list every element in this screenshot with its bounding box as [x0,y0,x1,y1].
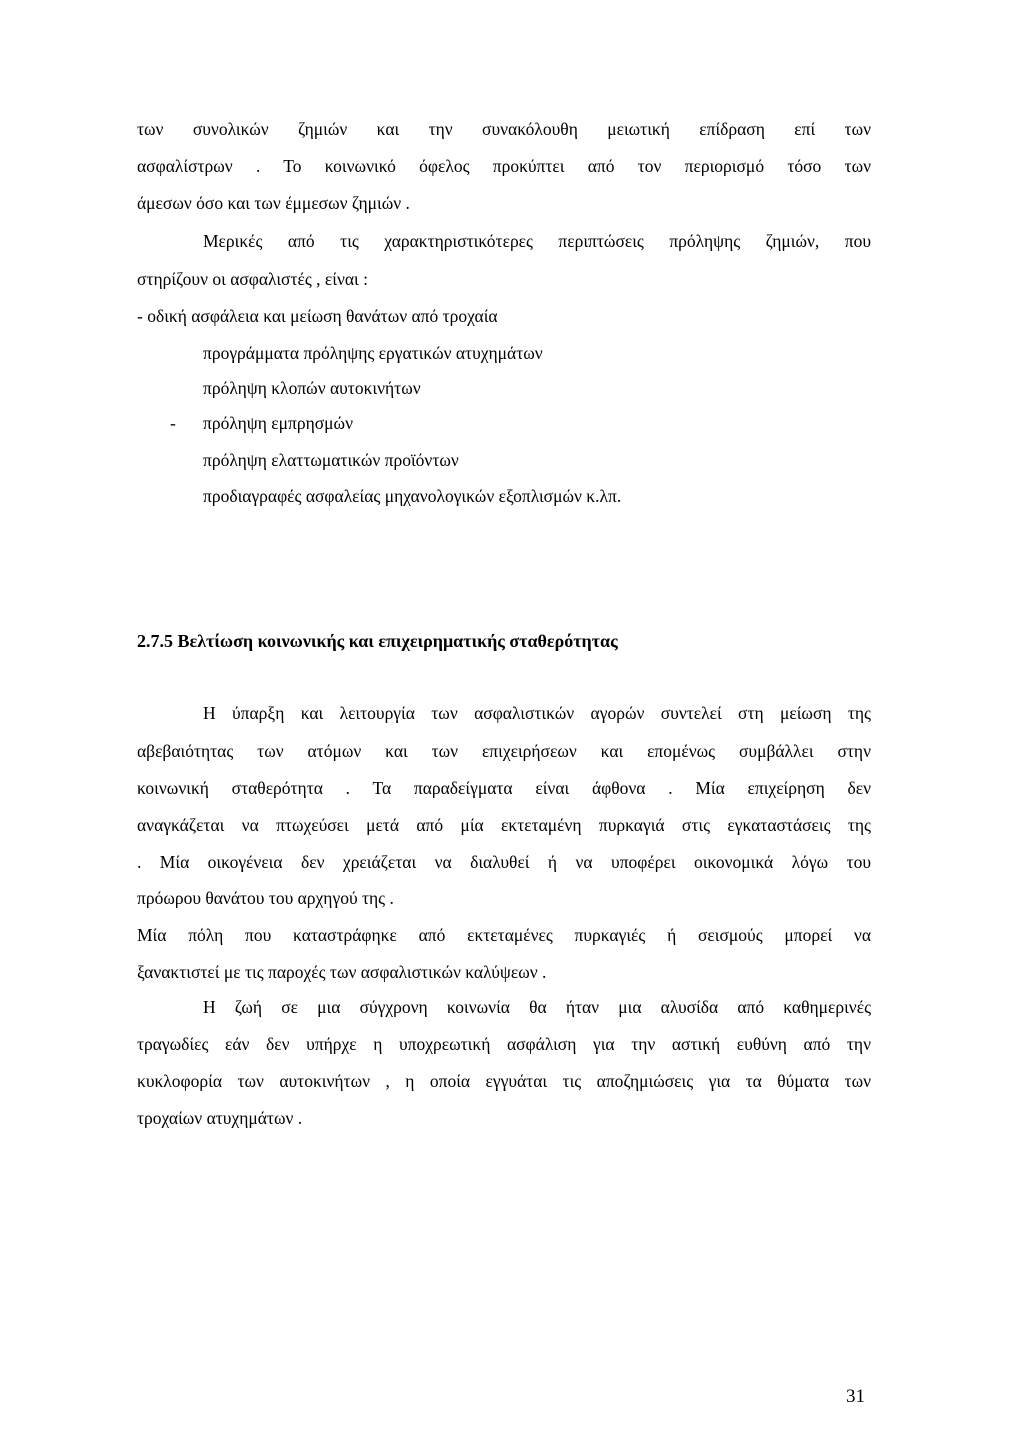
paragraph-5-line-4: τροχαίων ατυχημάτων . [137,1108,303,1128]
paragraph-1-line-3: άμεσων όσο και των έμμεσων ζημιών . [137,193,410,213]
paragraph-1-line-1: των συνολικών ζημιών και την συνακόλουθη μειωτική επίδραση επί των [137,119,871,139]
paragraph-3-line-1: Η ύπαρξη και λειτουργία των ασφαλιστικών αγορών συντελεί στη μείωση της [203,703,871,723]
paragraph-4-line-1: Μία πόλη που καταστράφηκε από εκτεταμένες πυρκαγιές ή σεισμούς μπορεί να [137,925,871,945]
list-dash: - [170,413,176,433]
paragraph-5-line-2: τραγωδίες εάν δεν υπήρχε η υποχρεωτική ασφάλιση για την αστική ευθύνη από την [137,1034,871,1054]
list-item-safety-specs: προδιαγραφές ασφαλείας μηχανολογικών εξοπλισμών κ.λπ. [203,486,622,506]
paragraph-3-line-5: . Μία οικογένεια δεν χρειάζεται να διαλυθεί ή να υποφέρει οικονομικά λόγω του [137,852,871,872]
section-heading: 2.7.5 Βελτίωση κοινωνικής και επιχειρηματικής σταθερότητας [137,631,618,651]
page-number: 31 [846,1386,865,1407]
list-item-defective-products: πρόληψη ελαττωματικών προϊόντων [203,450,459,470]
paragraph-2-line-1: Μερικές από τις χαρακτηριστικότερες περιπτώσεις πρόληψης ζημιών, που [203,231,871,251]
paragraph-5-line-3: κυκλοφορία των αυτοκινήτων , η οποία εγγυάται τις αποζημιώσεις για τα θύματα των [137,1071,871,1091]
list-item-arson: πρόληψη εμπρησμών [203,413,353,433]
paragraph-1-line-2: ασφαλίστρων . Το κοινωνικό όφελος προκύπτει από τον περιορισμό τόσο των [137,156,871,176]
paragraph-3-line-4: αναγκάζεται να πτωχεύσει μετά από μία εκτεταμένη πυρκαγιά στις εγκαταστάσεις της [137,815,871,835]
paragraph-4-line-2: ξανακτιστεί με τις παροχές των ασφαλιστικών καλύψεων . [137,962,547,982]
paragraph-2-line-2: στηρίζουν οι ασφαλιστές , είναι : [137,269,368,289]
list-item-work-accidents: προγράμματα πρόληψης εργατικών ατυχημάτων [203,343,543,363]
paragraph-5-line-1: Η ζωή σε μια σύγχρονη κοινωνία θα ήταν μια αλυσίδα από καθημερινές [203,997,871,1017]
paragraph-3-line-6: πρόωρου θανάτου του αρχηγού της . [137,888,394,908]
paragraph-3-line-2: αβεβαιότητας των ατόμων και των επιχειρήσεων και επομένως συμβάλλει στην [137,741,871,761]
list-item-road-safety: - οδική ασφάλεια και μείωση θανάτων από τροχαία [137,306,498,326]
paragraph-3-line-3: κοινωνική σταθερότητα . Τα παραδείγματα είναι άφθονα . Μία επιχείρηση δεν [137,778,871,798]
list-item-car-theft: πρόληψη κλοπών αυτοκινήτων [203,378,421,398]
